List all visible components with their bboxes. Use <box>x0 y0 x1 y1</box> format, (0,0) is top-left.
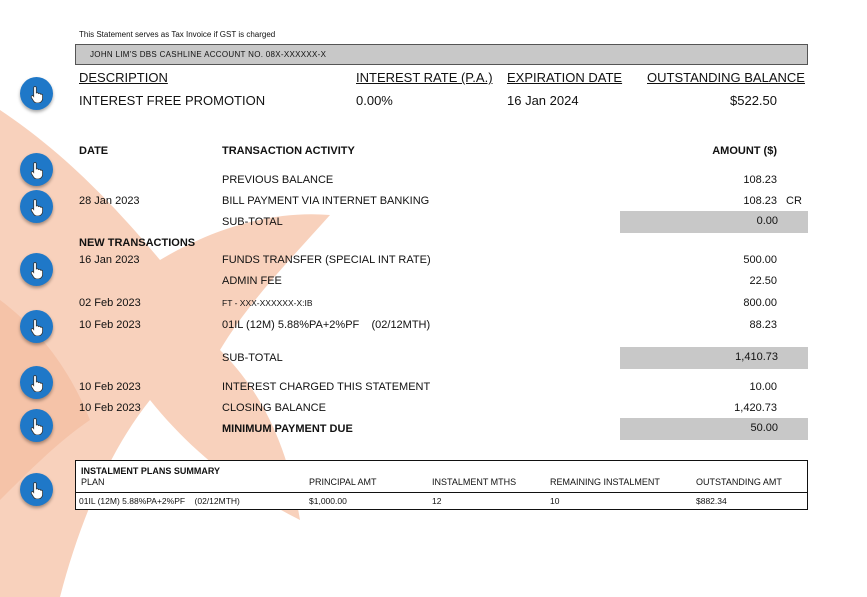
row-amount: 108.23 <box>743 195 777 207</box>
row-activity: CLOSING BALANCE <box>222 402 326 414</box>
header-amount: AMOUNT ($) <box>712 145 777 157</box>
hand-pointer-icon <box>29 85 45 103</box>
instalment-header-remaining: REMAINING INSTALMENT <box>550 477 660 487</box>
row-activity: SUB-TOTAL <box>222 352 283 364</box>
subtotal-amount-1: 0.00 <box>756 215 778 227</box>
instalment-summary-title: INSTALMENT PLANS SUMMARY <box>81 466 220 476</box>
hotspot-button-funds-transfer[interactable] <box>20 253 53 286</box>
hotspot-button-closing-balance[interactable] <box>20 409 53 442</box>
row-date: 10 Feb 2023 <box>79 381 141 393</box>
account-title-bar: JOHN LIM'S DBS CASHLINE ACCOUNT NO. 08X-XXXXXX-X <box>75 44 808 65</box>
instalment-header-outstanding: OUTSTANDING AMT <box>696 477 782 487</box>
row-activity: ADMIN FEE <box>222 275 282 287</box>
row-activity: MINIMUM PAYMENT DUE <box>222 423 353 435</box>
row-amount: 10.00 <box>749 381 777 393</box>
instalment-plan: 01IL (12M) 5.88%PA+2%PF (02/12MTH) <box>79 496 240 506</box>
hand-pointer-icon <box>29 374 45 392</box>
row-activity: INTEREST CHARGED THIS STATEMENT <box>222 381 431 393</box>
instalment-outstanding: $882.34 <box>696 496 727 506</box>
row-date: 28 Jan 2023 <box>79 195 140 207</box>
row-activity: 01IL (12M) 5.88%PA+2%PF (02/12MTH) <box>222 319 431 331</box>
subtotal-shade-2 <box>620 347 808 369</box>
row-activity: BILL PAYMENT VIA INTERNET BANKING <box>222 195 430 207</box>
row-activity: SUB-TOTAL <box>222 216 283 228</box>
instalment-header-plan: PLAN <box>81 477 105 487</box>
hotspot-button-instalment-summary[interactable] <box>20 473 53 506</box>
subtotal-shade-1 <box>620 211 808 233</box>
credit-indicator: CR <box>786 195 802 207</box>
promo-header-balance: OUTSTANDING BALANCE <box>647 70 805 85</box>
min-payment-shade <box>620 418 808 440</box>
hand-pointer-icon <box>29 481 45 499</box>
row-activity: PREVIOUS BALANCE <box>222 174 334 186</box>
hand-pointer-icon <box>29 198 45 216</box>
subtotal-amount-2: 1,410.73 <box>735 351 778 363</box>
promo-header-rate: INTEREST RATE (P.A.) <box>356 70 493 85</box>
header-activity: TRANSACTION ACTIVITY <box>222 145 355 157</box>
row-activity: FUNDS TRANSFER (SPECIAL INT RATE) <box>222 254 431 266</box>
row-date: 16 Jan 2023 <box>79 254 140 266</box>
hotspot-button-promo[interactable] <box>20 77 53 110</box>
promo-description: INTEREST FREE PROMOTION <box>79 93 266 108</box>
row-amount: 500.00 <box>743 254 777 266</box>
row-amount: 22.50 <box>749 275 777 287</box>
promo-header-description: DESCRIPTION <box>79 70 168 85</box>
instalment-divider <box>76 492 807 493</box>
instalment-remaining: 10 <box>550 496 560 506</box>
row-amount: 88.23 <box>749 319 777 331</box>
row-activity: FT - XXX-XXXXXX-X:IB <box>222 298 313 308</box>
promo-header-expiry: EXPIRATION DATE <box>507 70 623 85</box>
header-date: DATE <box>79 145 109 157</box>
instalment-principal: $1,000.00 <box>309 496 347 506</box>
promo-balance: $522.50 <box>730 93 777 108</box>
hotspot-button-bill-payment[interactable] <box>20 190 53 223</box>
instalment-summary-box <box>75 460 808 510</box>
row-amount: 800.00 <box>743 297 777 309</box>
promo-expiry: 16 Jan 2024 <box>507 93 579 108</box>
instalment-header-principal: PRINCIPAL AMT <box>309 477 377 487</box>
hotspot-button-instalment[interactable] <box>20 310 53 343</box>
min-payment-amount: 50.00 <box>750 422 778 434</box>
hand-pointer-icon <box>29 318 45 336</box>
promo-rate: 0.00% <box>356 93 393 108</box>
hotspot-button-interest[interactable] <box>20 366 53 399</box>
row-date: 10 Feb 2023 <box>79 402 141 414</box>
instalment-months: 12 <box>432 496 442 506</box>
row-date: 10 Feb 2023 <box>79 319 141 331</box>
hand-pointer-icon <box>29 261 45 279</box>
row-amount: 1,420.73 <box>734 402 777 414</box>
row-date: 02 Feb 2023 <box>79 297 141 309</box>
hand-pointer-icon <box>29 417 45 435</box>
hotspot-button-header[interactable] <box>20 153 53 186</box>
new-transactions-label: NEW TRANSACTIONS <box>79 237 196 249</box>
instalment-header-months: INSTALMENT MTHS <box>432 477 517 487</box>
row-amount: 108.23 <box>743 174 777 186</box>
hand-pointer-icon <box>29 161 45 179</box>
tax-invoice-note: This Statement serves as Tax Invoice if GST is charged <box>79 30 276 39</box>
